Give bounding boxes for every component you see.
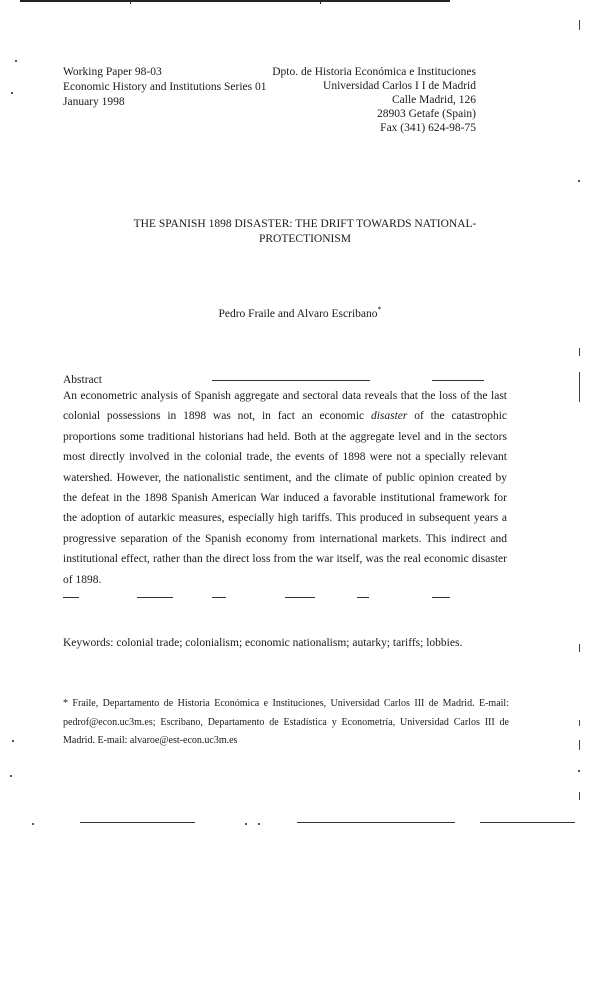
author-footnote: * Fraile, Departamento de Historia Económica e Instituciones, Universidad Carlos III de Madrid. E-mail: pedrof@econ.uc3m.es; Escribano, Departamento de Estadística y Econometría, Universidad Carlos III de Madrid. E-mail: alvaroe@est-econ.uc3m.es (63, 698, 509, 746)
scan-top-edge (20, 0, 450, 2)
abstract-text-after: of the catastrophic proportions some traditional historians had held. Both at the aggregate level and in the sectors most directly involved in the colonial trade, the events of 1898 were not a specially relevant watershed. However, the nationalistic sentiment, and the climate of public opinion created by the defeat in the 1898 Spanish American War induced a favorable institutional framework for the adoption of autarkic measures, especially high tariffs. This produced in subsequent years a progressive separation of the Spanish economy from international markets. This indirect and institutional effect, rather than the direct loss from the war itself, was the real economic disaster of 1898. (63, 410, 508, 586)
scan-margin-mark (579, 348, 580, 356)
street-address: Calle Madrid, 126 (392, 94, 476, 106)
scan-margin-mark (579, 740, 580, 750)
scan-speck (32, 823, 34, 825)
fax-number: Fax (341) 624-98-75 (380, 122, 476, 134)
scan-rule (212, 380, 370, 381)
department-address (272, 65, 476, 135)
scan-margin-mark (579, 644, 580, 652)
scan-speck (578, 770, 580, 772)
scan-margin-mark (579, 720, 580, 726)
abstract-text-before: An econometric analysis of Spanish aggregate and sectoral data reveals that the loss of the last colonial possessions in 1898 was not, in fact an economic (63, 390, 507, 423)
department-name: Dpto. de Historia Económica e Instituciones (272, 66, 476, 78)
scan-margin-mark (579, 20, 580, 30)
keywords: Keywords: colonial trade; colonialism; economic nationalism; autarky; tariffs; lobbies. (63, 637, 463, 649)
abstract-label: Abstract (63, 374, 102, 386)
scan-dash (285, 597, 315, 598)
abstract-emphasis: disaster (370, 410, 408, 423)
abstract-body (63, 386, 507, 590)
scan-rule (480, 822, 575, 823)
authors (0, 305, 600, 320)
working-paper-number: Working Paper 98-03 (63, 66, 162, 78)
paper-info (63, 65, 266, 110)
publication-date: January 1998 (63, 96, 125, 108)
university-name: Universidad Carlos I I de Madrid (323, 80, 476, 92)
scan-rule (432, 380, 484, 381)
scan-rule (80, 822, 195, 823)
author-footnote-mark: * (377, 305, 382, 314)
scan-speck (12, 740, 14, 742)
scan-speck (578, 180, 580, 182)
scan-dash (357, 597, 369, 598)
scan-dash (137, 597, 173, 598)
author-names: Pedro Fraile and Alvaro Escribano (218, 307, 378, 320)
series-name: Economic History and Institutions Series 01 (63, 81, 267, 93)
scan-margin-mark (579, 372, 580, 402)
scan-rule (297, 822, 455, 823)
scan-speck (10, 775, 12, 777)
scan-dash (432, 597, 450, 598)
paper-title (90, 217, 520, 247)
scan-top-tick (320, 0, 321, 4)
title-line-1: THE SPANISH 1898 DISASTER: THE DRIFT TOWARDS NATIONAL- (133, 218, 477, 230)
scan-speck (258, 823, 260, 825)
scan-speck (15, 60, 17, 62)
scan-dash (63, 597, 79, 598)
scan-margin-mark (579, 792, 580, 800)
scan-dash (212, 597, 226, 598)
title-line-2: PROTECTIONISM (258, 233, 351, 245)
scan-top-tick (130, 0, 131, 4)
city-postcode: 28903 Getafe (Spain) (377, 108, 476, 120)
scan-speck (245, 823, 247, 825)
scan-speck (11, 92, 13, 94)
